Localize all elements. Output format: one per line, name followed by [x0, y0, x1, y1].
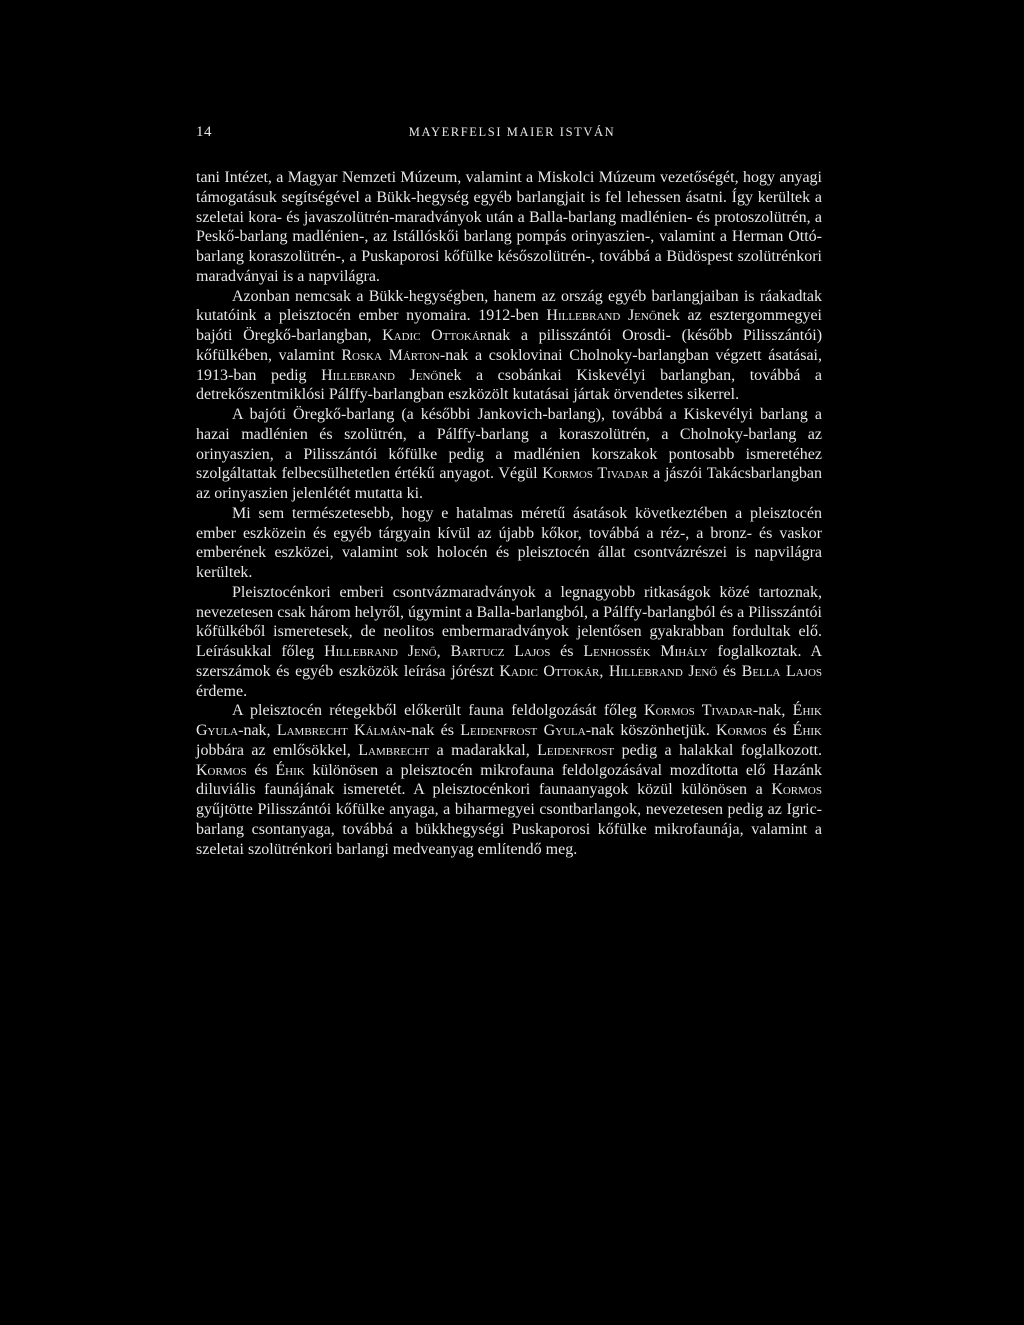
author-name: Hillebrand Jenő: [608, 662, 718, 680]
author-name: Bartucz Lajos: [450, 643, 551, 660]
paragraph-1: tani Intézet, a Magyar Nemzeti Múzeum, valamint a Miskolci Múzeum vezetőségét, hogy anyagi támogatásuk segítségével a Bükk-hegység egyéb barlangjait is fel lehessen ásatni. Így kerültek a szeletai kora- és javaszolütrén-maradványok után a Balla-barlang madlénien- és protoszolütrén, a Peskő-barlang madlénien-, az Istállóskői barlang pompás orinyaszien-, valamint a Herman Ottó-barlang koraszolütrén-, a Puskaporosi kőfülke későszolütrén-, továbbá a Büdöspest szolütrénkori maradványai is a napvilágra.: [196, 169, 822, 285]
author-name: Leidenfrost: [537, 741, 615, 759]
author-name: Kormos Tivadar: [542, 465, 649, 483]
author-name: Lenhossék Mihály: [583, 643, 708, 660]
paragraph-5: Pleisztocénkori emberi csontvázmaradványok a legnagyobb ritkaságok közé tartoznak, nevezetesen csak három helyről, úgymint a Balla-barlangból, a Pálffy-barlangból és a Pilisszántói kőfülkéből ismeretesek, de neolitos embermaradványok jelentősen gyakrabban fordultak elő. Leírásukkal főleg Hillebrand Jenő, Bartucz Lajos és Lenhossék Mihály foglalkoztak. A szerszámok és egyéb eszközök leírása jórészt Kadic Ottokár, Hillebrand Jenő és Bella Lajos érdeme.: [196, 583, 823, 700]
author-name: Éhik: [275, 761, 305, 779]
author-name: Kormos: [771, 781, 822, 799]
author-name: Éhik Gyula: [196, 702, 822, 739]
author-name: Éhik: [792, 722, 822, 739]
author-name: Leidenfrost Gyula: [460, 722, 586, 739]
author-name: Roska Márton: [341, 346, 440, 364]
author-name: Kormos Tivadar: [644, 702, 753, 720]
author-name: Bella Lajos: [741, 662, 823, 680]
paragraph-2: Azonban nemcsak a Bükk-hegységben, hanem az ország egyéb barlangjaiban is ráakadtak kutatóink a pleisztocén ember nyomaira. 1912-ben Hillebrand Jenőnek az esztergommegyei bajóti Öregkő-barlangban, Kadic Ottokárnak a pilisszántói Orosdi- (később Pilisszántói) kőfülkében, valamint Roska Márton-nak a csoklovinai Cholnoky-barlangban végzett ásatásai, 1913-ban pedig Hillebrand Jenőnek a csobánkai Kiskevélyi barlangban, továbbá a detrekőszentmiklósi Pálffy-barlangban eszközölt kutatásai jártak örvendetes sikerrel.: [196, 287, 823, 404]
page-number: 14: [196, 124, 212, 140]
running-title: MAYERFELSI MAIER ISTVÁN: [408, 125, 616, 139]
page-header: [196, 124, 828, 144]
body-text: [196, 168, 822, 859]
paragraph-6: A pleisztocén rétegekből előkerült fauna feldolgozását főleg Kormos Tivadar-nak, Éhik Gyula-nak, Lambrecht Kálmán-nak és Leidenfrost Gyula-nak köszönhetjük. Kormos és Éhik jobbára az emlősökkel, Lambrecht a madarakkal, Leidenfrost pedig a halakkal foglalkozott. Kormos és Éhik különösen a pleisztocén mikrofauna feldolgozásával mozdította elő Hazánk diluviális faunájának ismeretét. A pleisztocénkori faunaanyagok közül különösen a Kormos gyűjtötte Pilisszántói kőfülke anyaga, a biharmegyei csontbarlangok, nevezetesen pedig az Igric-barlang csontanyaga, továbbá a bükkhegységi Puskaporosi kőfülke mikrofaunája, valamint a szeletai szolütrénkori barlangi medveanyag említendő meg.: [196, 702, 823, 858]
author-name: Kormos: [716, 722, 767, 739]
paragraph-3: A bajóti Öregkő-barlang (a későbbi Jankovich-barlang), továbbá a Kiskevélyi barlang a hazai madlénien és szolütrén, a Pálffy-barlang a koraszolütrén, a Cholnoky-barlang az orinyaszien, a Pilisszántói kőfülke pedig a madlénien korszakok pontosabb ismeretéhez szolgáltattak felbecsülhetetlen értékű anyagot. Végül Kormos Tivadar a jászói Takácsbarlangban az orinyaszien jelenlétét mutatta ki.: [196, 406, 822, 502]
author-name: Kadic Ottokár: [382, 327, 488, 344]
author-name: Hillebrand Jenő: [546, 307, 657, 325]
author-name: Hillebrand Jenő: [324, 643, 437, 660]
author-name: Kadic Ottokár: [499, 662, 600, 680]
author-name: Kormos: [196, 761, 247, 779]
paragraph-4: Mi sem természetesebb, hogy e hatalmas méretű ásatások következtében a pleisztocén ember eszközein és egyéb tárgyain kívül az újabb kőkor, továbbá a réz-, a bronz- és vaskor emberének eszközei, valamint sok holocén és pleisztocén állat csontvázrészei is napvilágra kerültek.: [196, 504, 822, 581]
author-name: Hillebrand Jenő: [321, 366, 439, 384]
author-name: Lambrecht Kálmán: [276, 722, 406, 739]
author-name: Lambrecht: [358, 741, 430, 759]
